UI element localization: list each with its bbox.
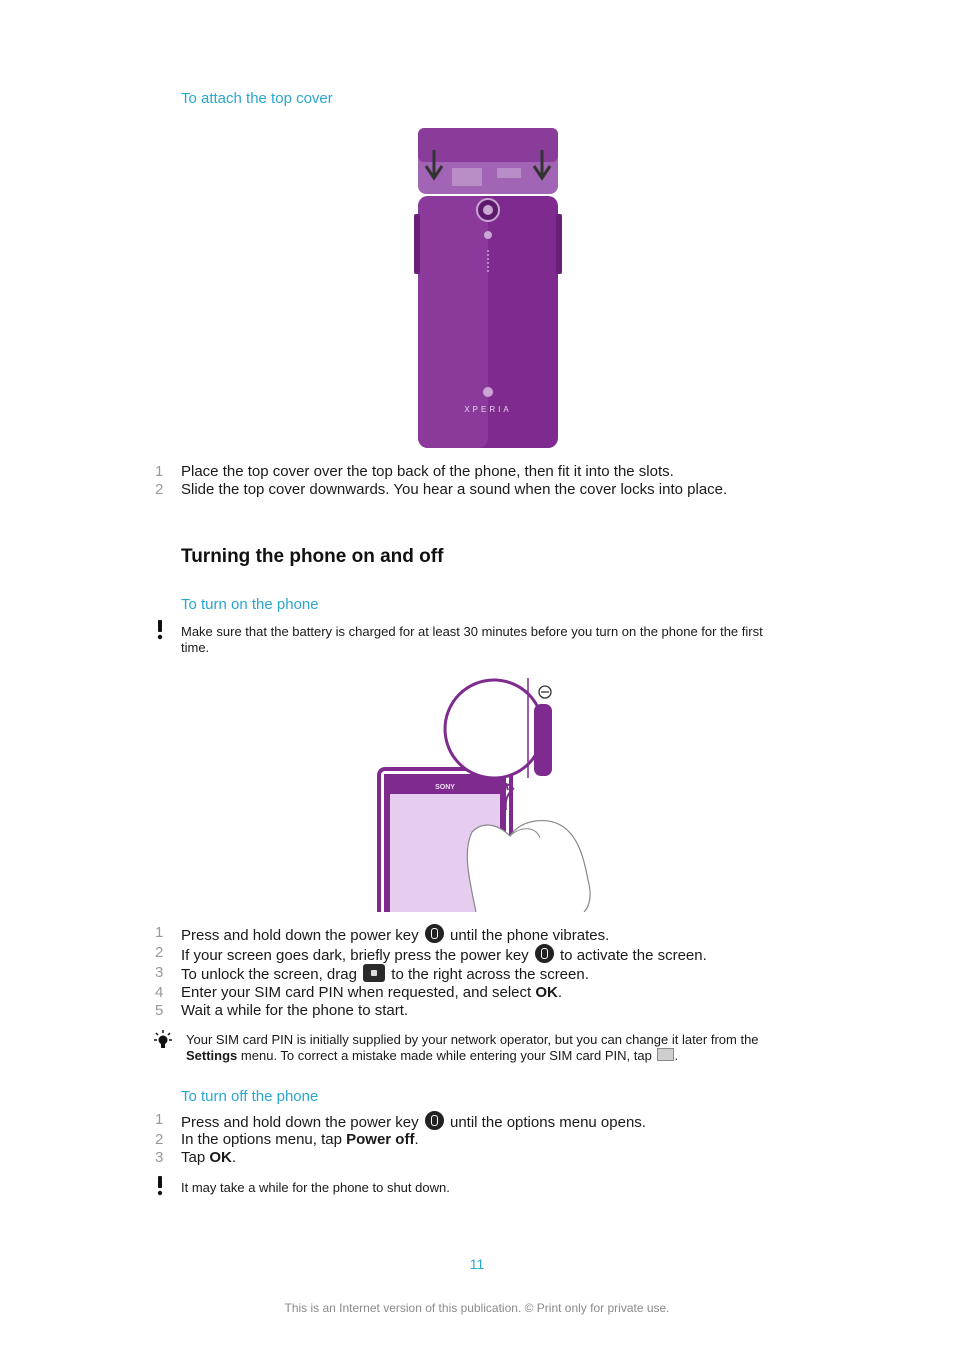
step-number: 2 xyxy=(155,944,164,961)
tip-lightbulb-icon xyxy=(152,1030,174,1050)
section-title-turn-on: To turn on the phone xyxy=(181,596,319,613)
step-text: Wait a while for the phone to start. xyxy=(181,1002,409,1019)
settings-label: Settings xyxy=(186,1048,238,1063)
step-text: In the options menu, tap xyxy=(181,1131,342,1148)
warning-shutdown: It may take a while for the phone to shut down. xyxy=(181,1180,450,1195)
step-text: To unlock the screen, drag xyxy=(181,966,357,983)
lock-icon xyxy=(363,964,385,982)
step-text: until the phone vibrates. xyxy=(450,927,610,944)
step-number: 1 xyxy=(155,1111,164,1128)
step-text: . xyxy=(557,984,563,1001)
page-number: 11 xyxy=(469,1256,485,1272)
delete-key-icon xyxy=(657,1048,674,1061)
phone-back-illustration xyxy=(412,124,564,452)
phone-power-illustration xyxy=(376,676,606,912)
step-number: 1 xyxy=(155,463,164,480)
ok-label: OK xyxy=(209,1149,232,1166)
phone-brand-xperia: XPERIA xyxy=(464,405,512,414)
footer-notice: This is an Internet version of this publication. © Print only for private use. xyxy=(284,1301,670,1315)
step-number: 3 xyxy=(155,964,164,981)
step-text: to the right across the screen. xyxy=(391,966,589,983)
step-text: Slide the top cover downwards. You hear a sound when the cover locks into place. xyxy=(181,481,728,498)
step-text: . xyxy=(231,1149,237,1166)
tip-sim-pin xyxy=(186,1032,786,1064)
step-text: Enter your SIM card PIN when requested, and select xyxy=(181,984,532,1001)
step-text: Press and hold down the power key xyxy=(181,927,419,944)
step-text: until the options menu opens. xyxy=(450,1114,646,1131)
power-key-icon xyxy=(425,1111,444,1130)
step-number: 2 xyxy=(155,1131,164,1148)
power-off-label: Power off xyxy=(346,1131,415,1148)
step-number: 5 xyxy=(155,1002,164,1019)
section-heading: Turning the phone on and off xyxy=(181,546,444,567)
step-text: to activate the screen. xyxy=(560,947,707,964)
exclamation-icon xyxy=(157,1176,163,1196)
exclamation-icon xyxy=(157,620,163,640)
tip-text: . xyxy=(674,1048,679,1063)
step-text: . xyxy=(414,1131,419,1148)
step-number: 3 xyxy=(155,1149,164,1166)
power-key-icon xyxy=(535,944,554,963)
step-text: Tap xyxy=(181,1149,206,1166)
tip-text: Your SIM card PIN is initially supplied by your network operator, but you can change it later from the xyxy=(186,1032,759,1047)
step-text: If your screen goes dark, briefly press the power key xyxy=(181,947,529,964)
step-number: 4 xyxy=(155,984,164,1001)
phone-brand-sony: SONY xyxy=(435,784,455,791)
step-text: Press and hold down the power key xyxy=(181,1114,419,1131)
step-number: 2 xyxy=(155,481,164,498)
power-key-icon xyxy=(425,924,444,943)
section-title-attach-cover: To attach the top cover xyxy=(181,90,333,107)
warning-battery: Make sure that the battery is charged for at least 30 minutes before you turn on the phone for the first time. xyxy=(181,624,763,655)
step-number: 1 xyxy=(155,924,164,941)
tip-text: menu. To correct a mistake made while entering your SIM card PIN, tap xyxy=(240,1048,652,1063)
step-text: Place the top cover over the top back of the phone, then fit it into the slots. xyxy=(181,463,674,480)
section-title-turn-off: To turn off the phone xyxy=(181,1088,319,1105)
ok-label: OK xyxy=(535,984,558,1001)
